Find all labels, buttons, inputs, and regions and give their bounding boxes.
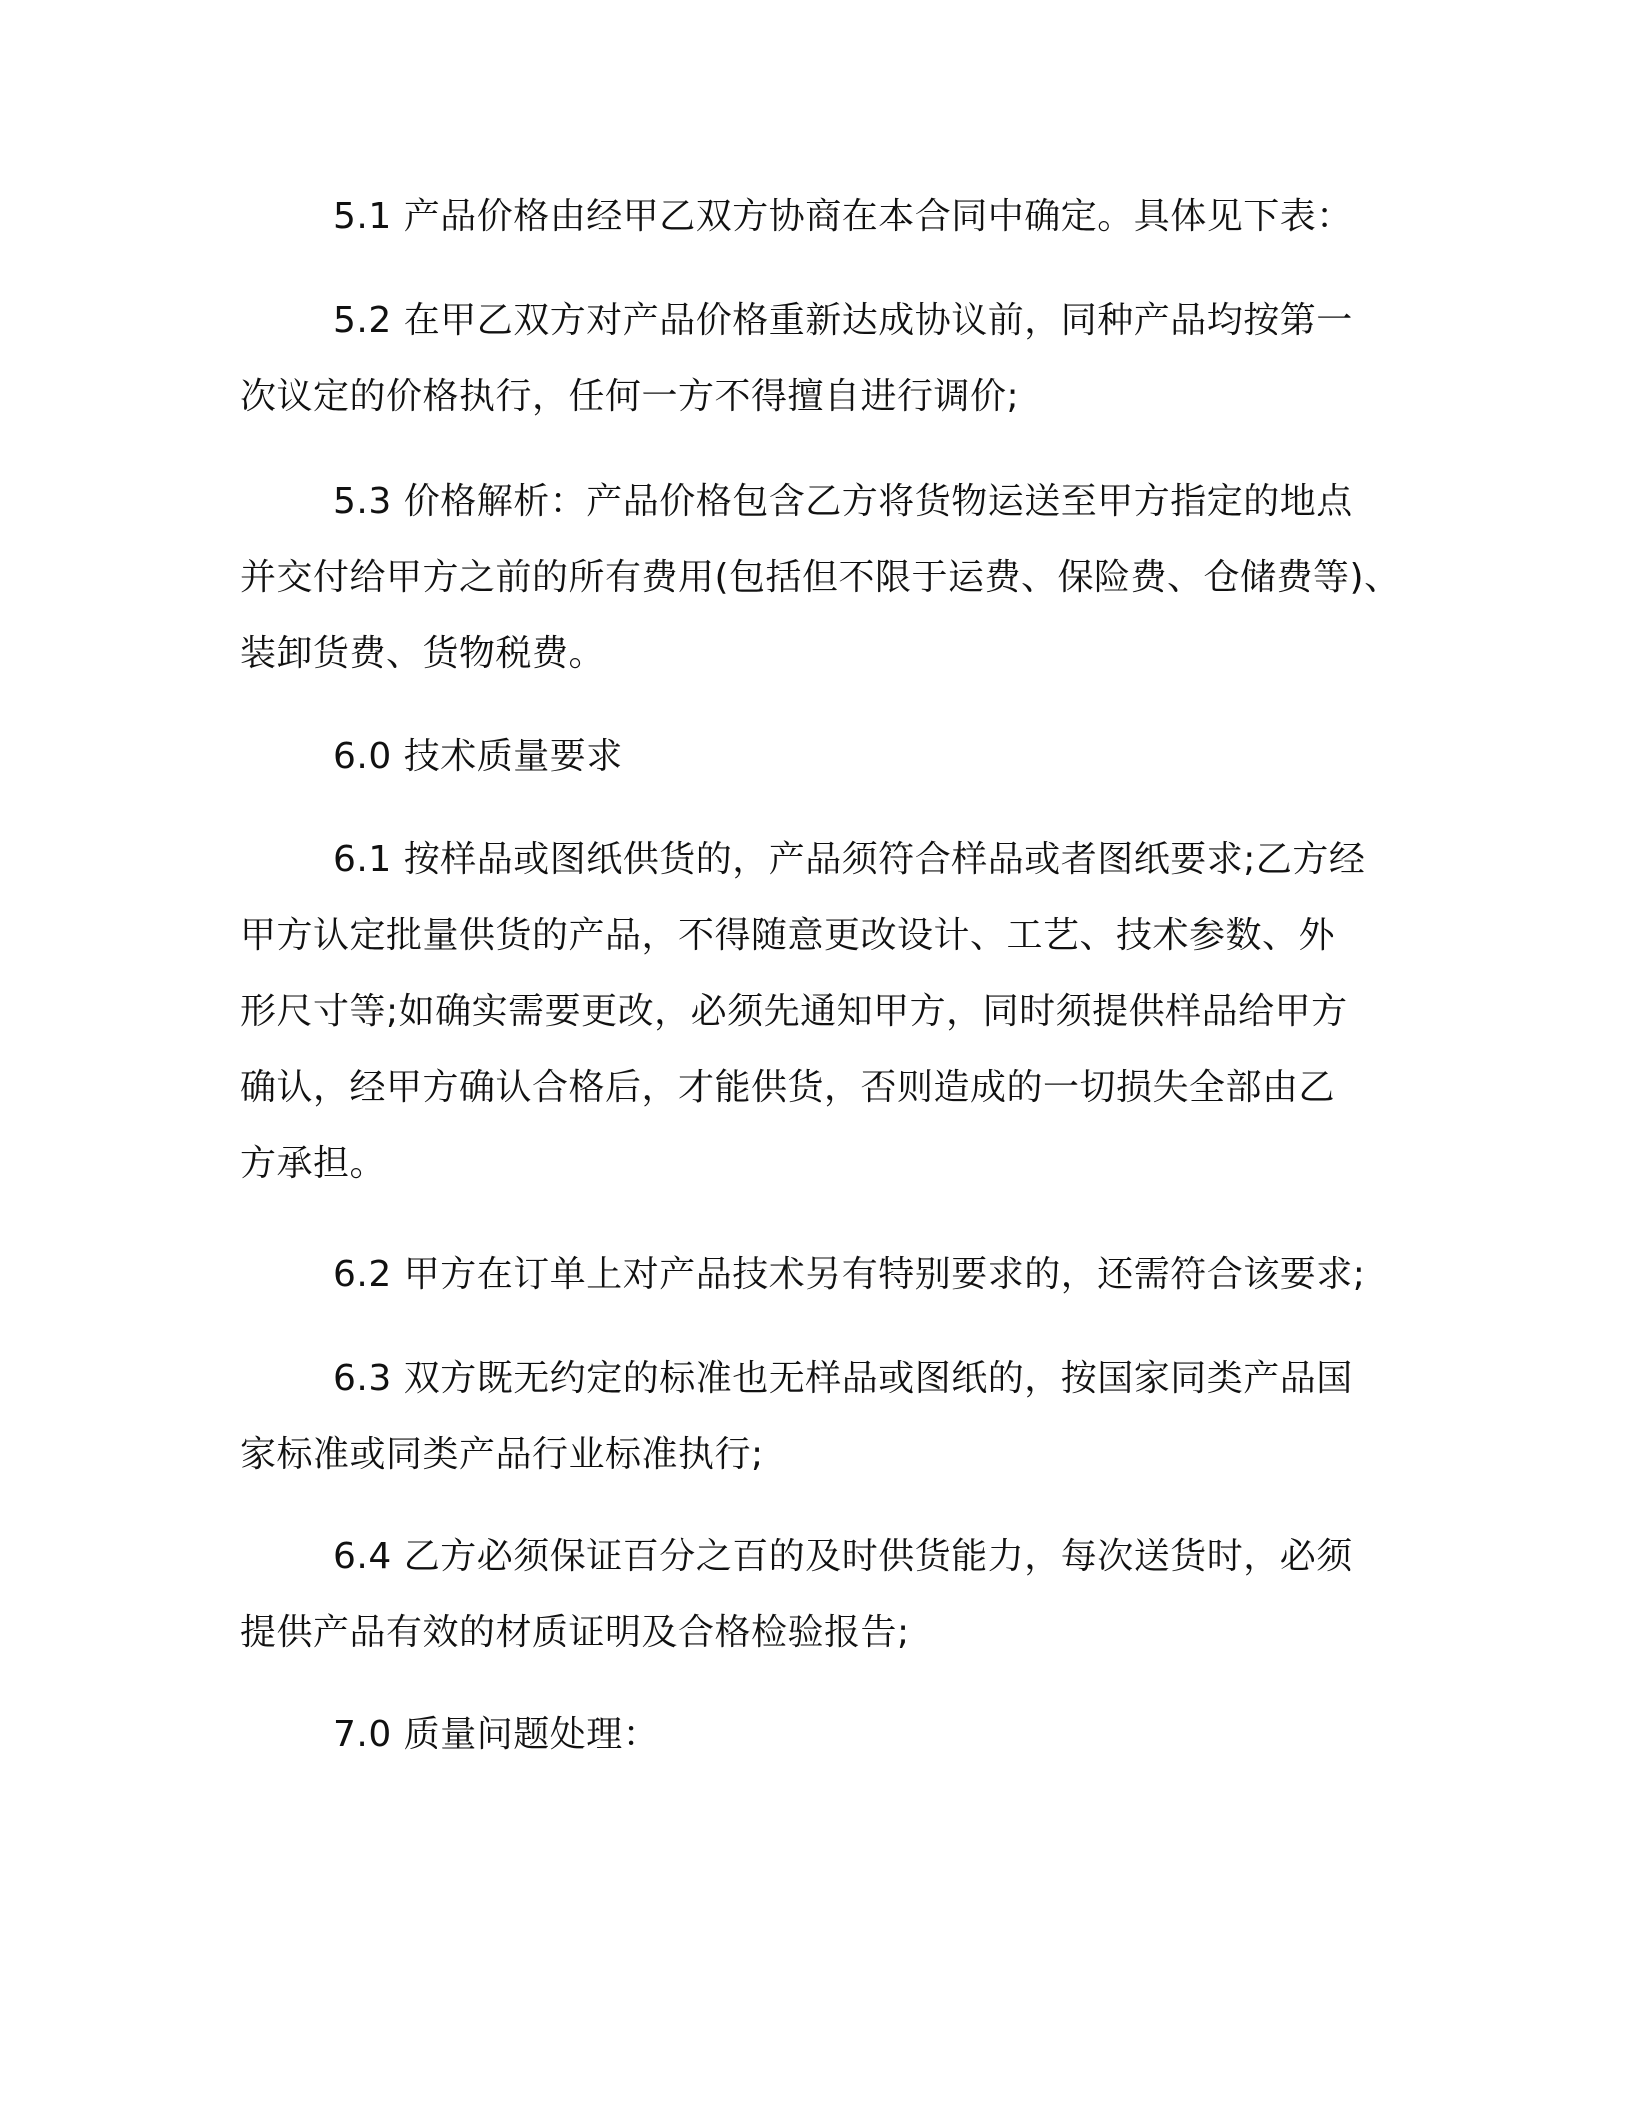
clause-6-1-line-5: 方承担。 [240, 1143, 387, 1184]
clause-6-3-line-1: 6.3 双方既无约定的标准也无样品或图纸的，按国家同类产品国 [333, 1358, 1353, 1399]
clause-6-3-line-2: 家标准或同类产品行业标准执行; [240, 1434, 764, 1475]
clause-6-2: 6.2 甲方在订单上对产品技术另有特别要求的，还需符合该要求; [333, 1254, 1366, 1295]
section-7-0-heading: 7.0 质量问题处理： [333, 1714, 660, 1755]
clause-5-2-line-2: 次议定的价格执行，任何一方不得擅自进行调价; [240, 376, 1020, 417]
clause-5-3-line-3: 装卸货费、货物税费。 [240, 633, 606, 674]
clause-6-1-line-3: 形尺寸等;如确实需要更改，必须先通知甲方，同时须提供样品给甲方 [240, 991, 1348, 1032]
clause-6-1-line-2: 甲方认定批量供货的产品，不得随意更改设计、工艺、技术参数、外 [240, 915, 1336, 956]
clause-5-3-line-2: 并交付给甲方之前的所有费用(包括但不限于运费、保险费、仓储费等)、 [240, 557, 1401, 598]
clause-6-1-line-4: 确认，经甲方确认合格后，才能供货，否则造成的一切损失全部由乙 [240, 1067, 1336, 1108]
clause-5-3-line-1: 5.3 价格解析：产品价格包含乙方将货物运送至甲方指定的地点 [333, 481, 1353, 522]
section-6-0-heading: 6.0 技术质量要求 [333, 736, 623, 777]
clause-6-4-line-1: 6.4 乙方必须保证百分之百的及时供货能力，每次送货时，必须 [333, 1536, 1353, 1577]
clause-5-2-line-1: 5.2 在甲乙双方对产品价格重新达成协议前，同种产品均按第一 [333, 300, 1353, 341]
clause-5-1: 5.1 产品价格由经甲乙双方协商在本合同中确定。具体见下表： [333, 196, 1353, 237]
clause-6-4-line-2: 提供产品有效的材质证明及合格检验报告; [240, 1612, 910, 1653]
clause-6-1-line-1: 6.1 按样品或图纸供货的，产品须符合样品或者图纸要求;乙方经 [333, 839, 1366, 880]
